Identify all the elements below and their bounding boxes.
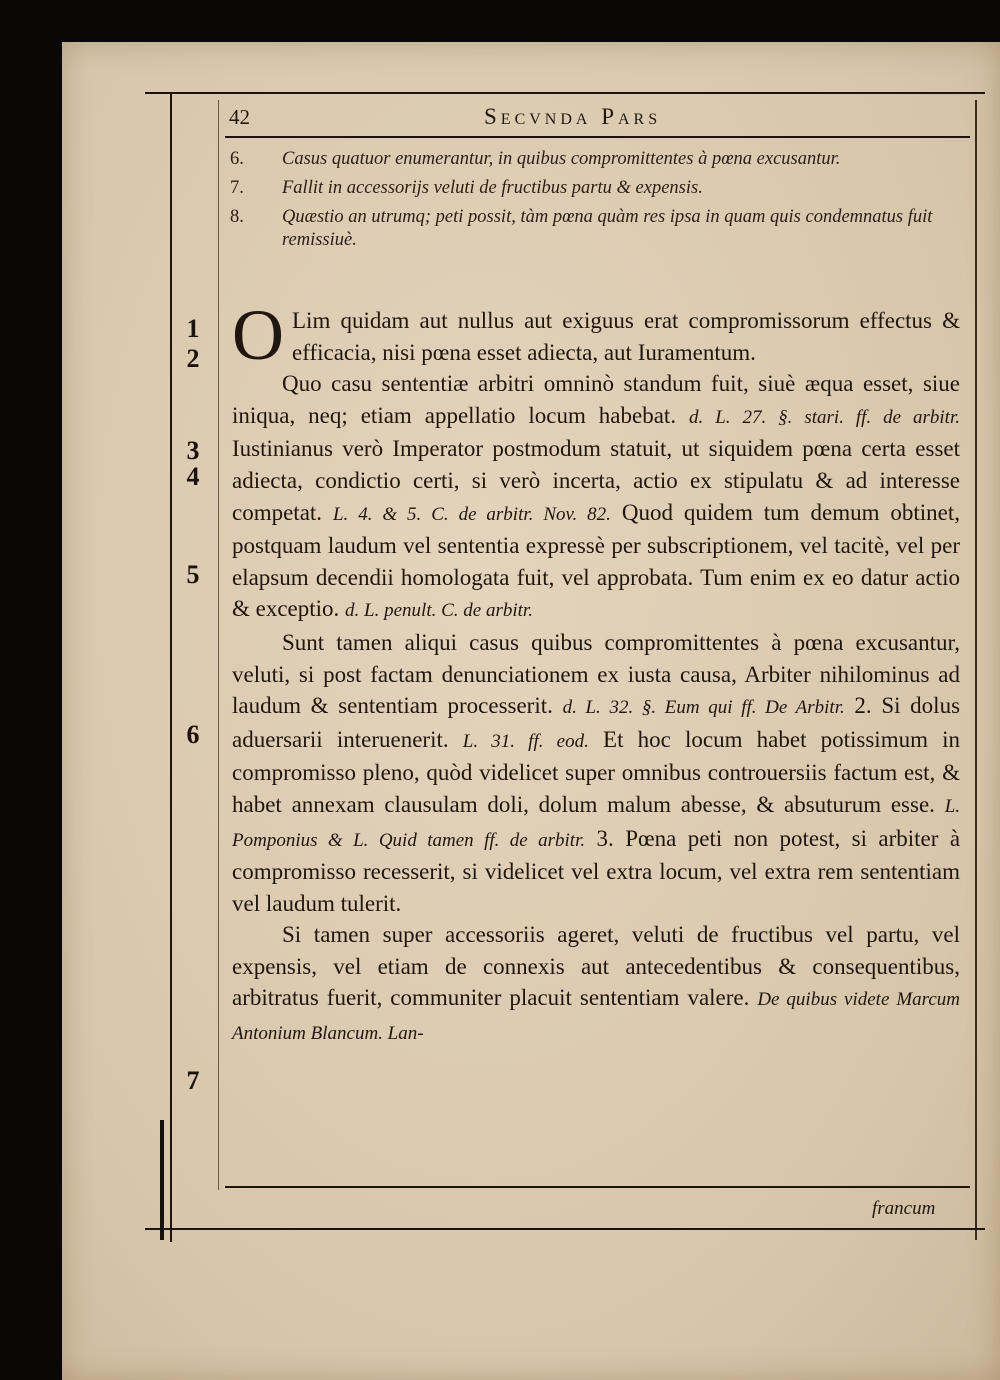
paragraph-4 — [232, 919, 960, 1049]
margin-number: 4 — [186, 462, 200, 491]
top-frame-line — [145, 92, 985, 94]
citation: d. L. 27. §. stari. ff. de arbitr. — [689, 406, 961, 428]
citation: d. L. 32. §. Eum qui ff. De Arbitr. — [562, 697, 845, 719]
paragraph-text: Iustinianus verò Imperator postmodum statuit, ut siquidem pœna certa esset adiecta, condictio certi, si verò incerta, actio ex stipulatu & ad interesse competat. — [232, 436, 960, 525]
citation: L. 31. ff. eod. — [462, 730, 589, 752]
page-number: 42 — [229, 105, 250, 129]
margin-number: 3 — [186, 436, 200, 465]
margin-number: 1 — [186, 314, 200, 343]
margin-number: 5 — [186, 560, 200, 589]
catchword: francum — [872, 1198, 936, 1219]
paragraph-text: Quo casu sententiæ arbitri omninò standum fuit, siuè æqua esset, siue iniqua, neq; etiam appellatio locum habebat. — [232, 371, 960, 428]
summary-number: 6. — [230, 149, 244, 169]
bottom-frame-line — [145, 1228, 985, 1230]
paragraph-2 — [232, 368, 960, 627]
right-frame-line — [975, 100, 977, 1240]
header-rule — [225, 136, 970, 138]
paragraph-text: Quod quidem tum demum obtinet, postquam laudum vel sententia expressè per subscriptionem, vel tacitè, vel per elapsum decendii homologata fuit, vel approbata. Tum enim ex eo datur actio & exceptio. — [232, 499, 961, 622]
summary-text: Casus quatuor enumerantur, in quibus compromittentes à pœna excusantur. — [282, 149, 841, 169]
citation: d. L. penult. C. de arbitr. — [345, 600, 533, 622]
citation: De quibus videte Marcum Antonium Blancum. Lan- — [232, 989, 960, 1045]
paragraph-text: Et hoc locum habet potissimum in compromisso pleno, quòd videlicet super omnibus controuersiis factum est, & habet annexam clausulam doli, dolum malum abesse, & absuturum esse. — [232, 726, 961, 817]
chapter-summary — [230, 148, 965, 252]
summary-item — [230, 206, 965, 252]
summary-item — [230, 177, 965, 200]
bottom-rule — [225, 1186, 970, 1188]
margin-number: 6 — [186, 720, 200, 749]
paragraph-text: 2. Si dolus aduersarii interuenerit. — [232, 693, 961, 752]
citation: L. 4. & 5. C. de arbitr. Nov. 82. — [332, 503, 611, 525]
paragraph-text: Lim quidam aut nullus aut exiguus erat compromissorum effectus & efficacia, nisi pœna esset adiecta, aut Iuramentum. — [292, 308, 960, 365]
paragraph-text: Pœna peti non potest, si arbiter à compromisso recesserit, si videlicet vel extra locum, vel extra rem sententiam vel laudum tulerit. — [232, 825, 961, 916]
paragraph-3 — [232, 627, 960, 919]
left-margin-line — [170, 92, 172, 1242]
list-number: 3. — [596, 825, 614, 851]
summary-text: Fallit in accessorijs veluti de fructibus partu & expensis. — [282, 178, 703, 198]
body-text — [232, 295, 961, 1050]
paragraph-text: Sunt tamen aliqui casus quibus compromittentes à pœna excusantur, veluti, si post factam denunciationem ex iusta causa, Arbiter nihilominus ad laudum & sententiam processerit. — [232, 629, 960, 719]
summary-number: 8. — [230, 207, 244, 227]
drop-cap: O — [232, 295, 284, 375]
summary-text: Quæstio an utrumq; peti possit, tàm pœna quàm res ipsa in quam quis condemnatus fuit remissiuè. — [282, 207, 933, 250]
running-title: Secvnda Pars — [484, 104, 662, 129]
text-frame-left-line — [218, 100, 219, 1190]
summary-number: 7. — [230, 178, 244, 198]
citation: L. Pomponius & L. Quid tamen ff. de arbitr. — [232, 795, 961, 851]
summary-item — [230, 148, 965, 171]
margin-pen-mark — [160, 1120, 164, 1240]
margin-number: 7 — [186, 1066, 200, 1095]
margin-number: 2 — [186, 344, 200, 373]
paragraph-1 — [232, 295, 960, 375]
paragraph-text: Si tamen super accessoriis ageret, veluti de fructibus vel partu, vel expensis, vel etiam de connexis aut antecedentibus & consequentibus, arbitratus fuerit, communiter placuit sententiam valere. — [232, 922, 960, 1011]
